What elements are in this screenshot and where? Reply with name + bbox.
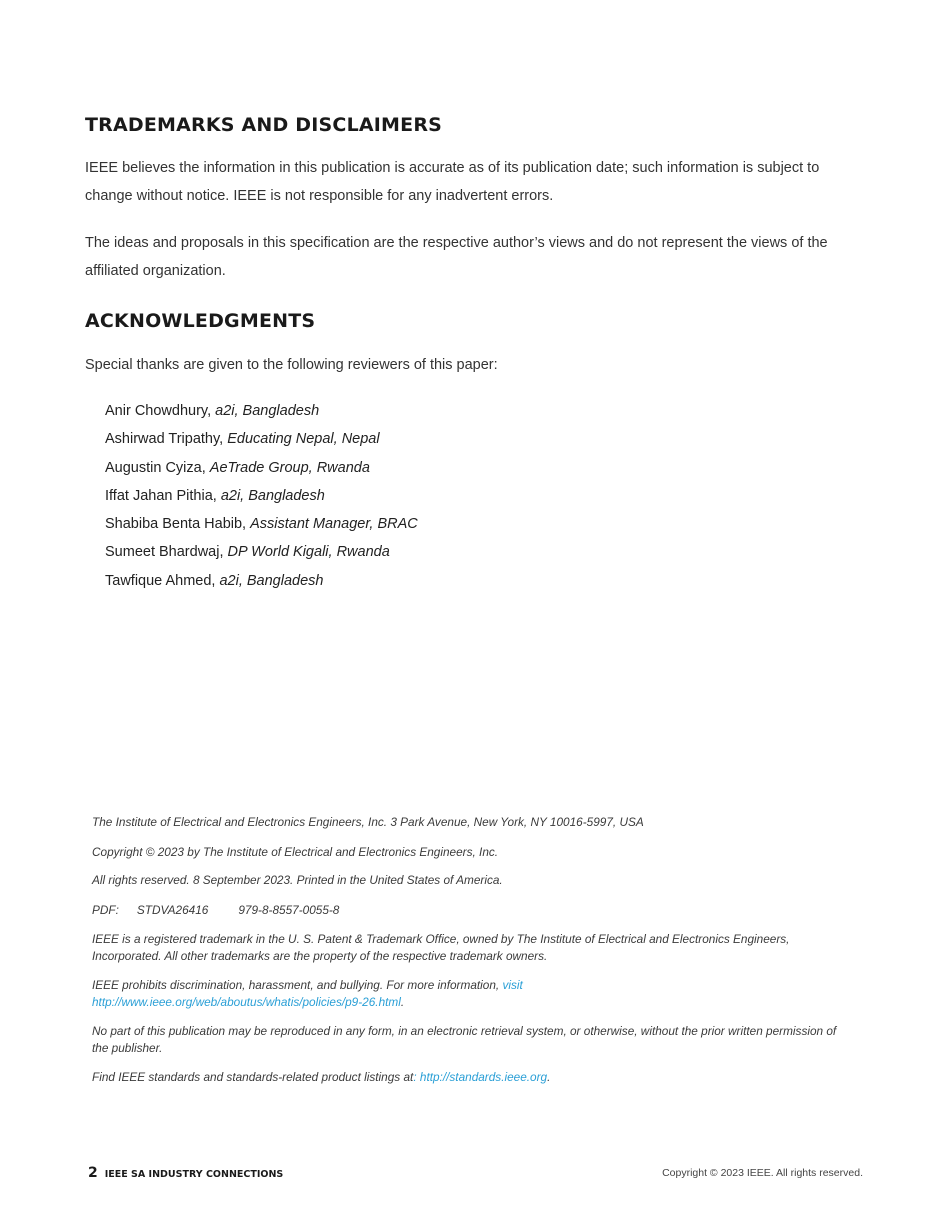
reviewer-item (105, 513, 418, 541)
reviewer-item (105, 457, 418, 485)
reviewer-name: Augustin Cyiza, (105, 459, 210, 476)
copyright-line: Copyright © 2023 by The Institute of Electrical and Electronics Engineers, Inc. (92, 845, 499, 859)
reviewer-name: Shabiba Benta Habib, (105, 516, 251, 533)
acknowledgments-intro: Special thanks are given to the following reviewers of this paper: (85, 357, 498, 373)
reviewer-affiliation: AeTrade Group, Rwanda (209, 459, 370, 476)
reviewer-affiliation: Educating Nepal, Nepal (227, 431, 380, 448)
policy-end: . (400, 995, 405, 1009)
reviewer-name: Iffat Jahan Pithia, (105, 487, 221, 504)
rights-line: All rights reserved. 8 September 2023. Printed in the United States of America. (92, 873, 503, 887)
pdf-isbn: 979-8-8557-0055-8 (238, 903, 340, 917)
acknowledgments-heading: ACKNOWLEDGMENTS (85, 310, 316, 332)
policy-notice (92, 977, 852, 1011)
pdf-code: STDVA26416 (136, 903, 209, 917)
reviewer-affiliation: Assistant Manager, BRAC (250, 516, 418, 533)
footer-left (88, 1165, 283, 1181)
trademark-notice: IEEE is a registered trademark in the U. S. Patent & Trademark Office, owned by The Institute of Electrical and Electronics Engineers, Incorporated. All other trademarks are the property of the respective trademark owners. (92, 932, 790, 963)
footer-copyright: Copyright © 2023 IEEE. All rights reserved. (662, 1167, 863, 1179)
trademarks-heading: TRADEMARKS AND DISCLAIMERS (85, 114, 443, 136)
series-title: IEEE SA INDUSTRY CONNECTIONS (104, 1169, 284, 1180)
reviewer-affiliation: a2i, Bangladesh (220, 487, 325, 504)
reviewer-list (105, 400, 418, 598)
pdf-label: PDF: (92, 903, 119, 917)
trademarks-paragraph-1: IEEE believes the information in this publication is accurate as of its publication date; such information is subject to change without notice. IEEE is not responsible for any inadvertent errors. (85, 160, 820, 204)
reviewer-item (105, 485, 418, 513)
reviewer-name: Tawfique Ahmed, (105, 572, 220, 589)
policy-url-link[interactable]: http://www.ieee.org/web/aboutus/whatis/policies/p9-26.html (92, 995, 401, 1009)
reviewer-affiliation: a2i, Bangladesh (219, 572, 324, 589)
reviewer-name: Anir Chowdhury, (105, 403, 216, 419)
publisher-address: The Institute of Electrical and Electronics Engineers, Inc. 3 Park Avenue, New York, NY 10016-5997, USA (92, 815, 644, 829)
reviewer-item (105, 400, 418, 428)
policy-visit-link[interactable]: visit (502, 978, 523, 992)
policy-text: IEEE prohibits discrimination, harassment, and bullying. For more information, (92, 978, 503, 992)
standards-notice (92, 1069, 852, 1086)
reproduction-notice: No part of this publication may be reproduced in any form, in an electronic retrieval system, or otherwise, without the prior written permission of the publisher. (92, 1024, 837, 1055)
standards-link[interactable]: : http://standards.ieee.org (413, 1070, 548, 1084)
reviewer-affiliation: DP World Kigali, Rwanda (227, 544, 390, 561)
reviewer-affiliation: a2i, Bangladesh (215, 403, 320, 419)
trademarks-paragraph-2: The ideas and proposals in this specification are the respective author’s views and do not represent the views of the affiliated organization. (85, 235, 828, 279)
standards-text: Find IEEE standards and standards-related product listings at (92, 1070, 414, 1084)
reviewer-name: Sumeet Bhardwaj, (105, 544, 228, 561)
reviewer-item (105, 570, 418, 598)
reviewer-item (105, 428, 418, 456)
reviewer-name: Ashirwad Tripathy, (105, 431, 228, 448)
reviewer-item (105, 541, 418, 569)
pdf-identifiers (92, 902, 852, 919)
standards-end: . (547, 1070, 551, 1084)
page-number: 2 (88, 1165, 98, 1181)
